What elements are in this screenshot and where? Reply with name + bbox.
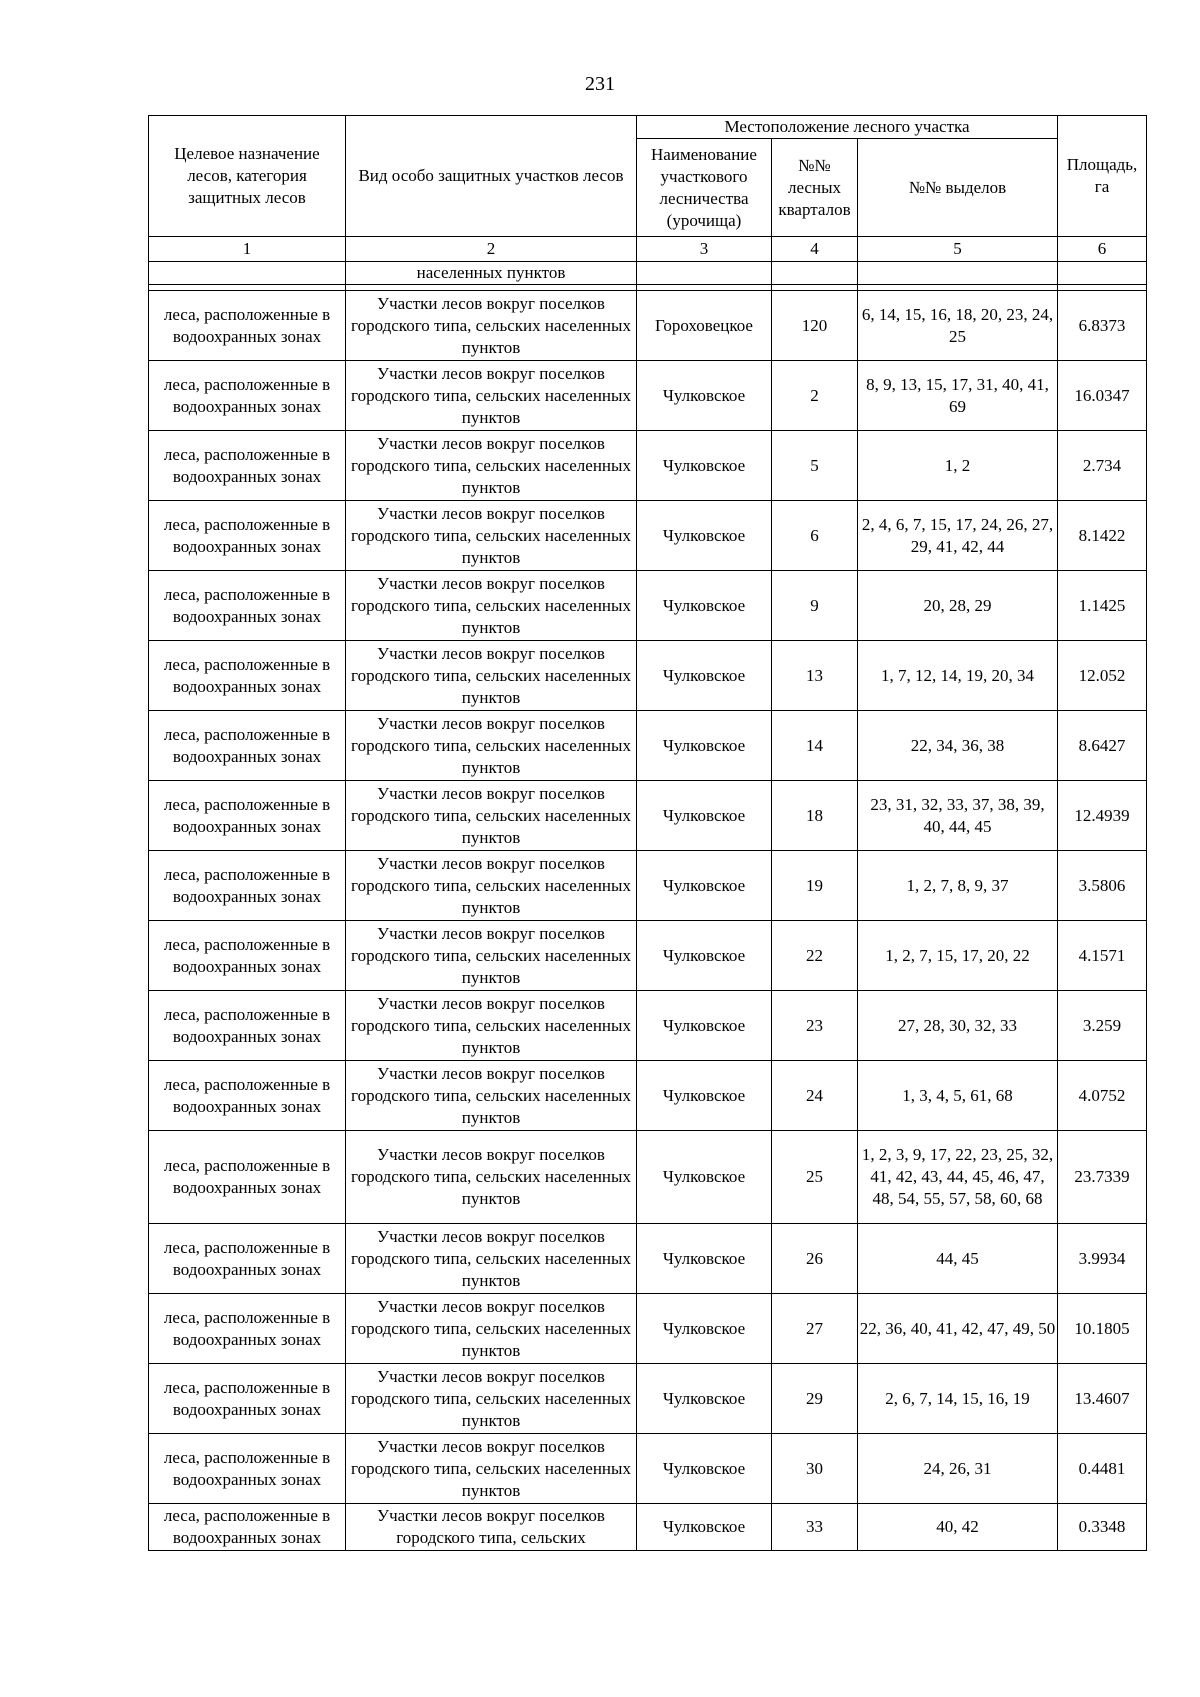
table-row [149, 431, 1147, 501]
cell-type-text: Участки лесов вокруг поселков городского типа, сельских населенных пунктов [351, 783, 631, 847]
cell-sections: 22, 34, 36, 38 [858, 711, 1058, 781]
cell-type [346, 1224, 637, 1294]
cell-type-text: Участки лесов вокруг поселков городского типа, сельских населенных пунктов [351, 1366, 631, 1430]
cell-category: леса, расположенные в водоохранных зонах [149, 641, 346, 711]
cell-area: 0.4481 [1058, 1434, 1147, 1504]
table-row [149, 1131, 1147, 1224]
cell-forestry: Гороховецкое [637, 291, 772, 361]
cell-quarter: 30 [772, 1434, 858, 1504]
cell-quarter: 24 [772, 1061, 858, 1131]
cell-sections: 1, 2, 7, 15, 17, 20, 22 [858, 921, 1058, 991]
cell-forestry [637, 262, 772, 285]
cell-type [346, 1434, 637, 1504]
cell-category: леса, расположенные в водоохранных зонах [149, 991, 346, 1061]
cell-type-text: Участки лесов вокруг поселков городского типа, сельских населенных пунктов [351, 293, 631, 357]
cell-area: 4.1571 [1058, 921, 1147, 991]
cell-sections: 44, 45 [858, 1224, 1058, 1294]
table-row [149, 1224, 1147, 1294]
cell-forestry: Чулковское [637, 1061, 772, 1131]
cell-category: леса, расположенные в водоохранных зонах [149, 1061, 346, 1131]
cell-type-text: Участки лесов вокруг поселков городского типа, сельских населенных пунктов [351, 853, 631, 917]
cell-category: леса, расположенные в водоохранных зонах [149, 501, 346, 571]
cell-quarter: 5 [772, 431, 858, 501]
table-row [149, 1061, 1147, 1131]
cell-sections: 1, 2, 3, 9, 17, 22, 23, 25, 32, 41, 42, 43, 44, 45, 46, 47, 48, 54, 55, 57, 58, 60, 68 [858, 1131, 1058, 1224]
cell-category [149, 262, 346, 285]
cell-forestry: Чулковское [637, 921, 772, 991]
cell-area: 23.7339 [1058, 1131, 1147, 1224]
cell-quarter: 29 [772, 1364, 858, 1434]
cell-type [346, 1294, 637, 1364]
cell-type [346, 851, 637, 921]
cell-type-text: Участки лесов вокруг поселков городского типа, сельских населенных пунктов [351, 923, 631, 987]
cell-sections: 27, 28, 30, 32, 33 [858, 991, 1058, 1061]
cell-sections: 1, 2 [858, 431, 1058, 501]
cell-area: 3.9934 [1058, 1224, 1147, 1294]
cell-type-text: Участки лесов вокруг поселков городского типа, сельских населенных пунктов [351, 993, 631, 1057]
header-category: Целевое назначение лесов, категория защитных лесов [149, 116, 346, 237]
column-number: 5 [858, 237, 1058, 262]
cell-category: леса, расположенные в водоохранных зонах [149, 1364, 346, 1434]
header-row [149, 116, 1147, 139]
cell-forestry: Чулковское [637, 1434, 772, 1504]
cell-category: леса, расположенные в водоохранных зонах [149, 431, 346, 501]
cell-type [346, 1061, 637, 1131]
cell-category: леса, расположенные в водоохранных зонах [149, 1434, 346, 1504]
cell-area: 8.6427 [1058, 711, 1147, 781]
cell-sections: 8, 9, 13, 15, 17, 31, 40, 41, 69 [858, 361, 1058, 431]
cell-type-text: Участки лесов вокруг поселков городского типа, сельских населенных пунктов [351, 1145, 631, 1208]
cell-category: леса, расположенные в водоохранных зонах [149, 1131, 346, 1224]
cell-continuation: населенных пунктов [346, 262, 637, 285]
cell-area: 4.0752 [1058, 1061, 1147, 1131]
cell-area [1058, 262, 1147, 285]
table-row [149, 1294, 1147, 1364]
cell-sections: 2, 4, 6, 7, 15, 17, 24, 26, 27, 29, 41, 42, 44 [858, 501, 1058, 571]
cell-forestry: Чулковское [637, 781, 772, 851]
header-location-group: Местоположение лесного участка [637, 116, 1058, 139]
table-row [149, 781, 1147, 851]
cell-sections: 22, 36, 40, 41, 42, 47, 49, 50 [858, 1294, 1058, 1364]
cell-area: 12.052 [1058, 641, 1147, 711]
cell-quarter: 25 [772, 1131, 858, 1224]
cell-type [346, 641, 637, 711]
cell-area: 3.5806 [1058, 851, 1147, 921]
cell-sections: 1, 7, 12, 14, 19, 20, 34 [858, 641, 1058, 711]
cell-sections: 6, 14, 15, 16, 18, 20, 23, 24, 25 [858, 291, 1058, 361]
cell-quarter: 18 [772, 781, 858, 851]
column-number: 2 [346, 237, 637, 262]
cell-sections: 24, 26, 31 [858, 1434, 1058, 1504]
cell-type [346, 361, 637, 431]
cell-type [346, 501, 637, 571]
cell-type-text: Участки лесов вокруг поселков городского типа, сельских населенных пунктов [351, 573, 631, 637]
cell-quarter: 2 [772, 361, 858, 431]
cell-area: 16.0347 [1058, 361, 1147, 431]
cell-sections: 1, 2, 7, 8, 9, 37 [858, 851, 1058, 921]
cell-forestry: Чулковское [637, 711, 772, 781]
cell-forestry: Чулковское [637, 991, 772, 1061]
cell-type [346, 431, 637, 501]
continuation-row [149, 262, 1147, 285]
cell-type-text: Участки лесов вокруг поселков городского типа, сельских населенных пунктов [351, 1226, 631, 1290]
header-quarters: №№ лесных кварталов [772, 139, 858, 237]
cell-quarter: 23 [772, 991, 858, 1061]
table-row [149, 571, 1147, 641]
header-sections: №№ выделов [858, 139, 1058, 237]
cell-type-text: Участки лесов вокруг поселков городского типа, сельских населенных пунктов [351, 503, 631, 567]
cell-forestry: Чулковское [637, 501, 772, 571]
cell-type [346, 1364, 637, 1434]
table-row [149, 851, 1147, 921]
cell-area: 2.734 [1058, 431, 1147, 501]
cell-forestry: Чулковское [637, 851, 772, 921]
column-number: 6 [1058, 237, 1147, 262]
table-row [149, 1434, 1147, 1504]
cell-type-text: Участки лесов вокруг поселков городского типа, сельских населенных пунктов [351, 713, 631, 777]
cell-quarter: 120 [772, 291, 858, 361]
cell-quarter: 6 [772, 501, 858, 571]
cell-forestry: Чулковское [637, 361, 772, 431]
cell-type [346, 1131, 637, 1224]
cell-category: леса, расположенные в водоохранных зонах [149, 571, 346, 641]
cell-area: 13.4607 [1058, 1364, 1147, 1434]
cell-quarter: 9 [772, 571, 858, 641]
cell-sections: 1, 3, 4, 5, 61, 68 [858, 1061, 1058, 1131]
cell-area: 6.8373 [1058, 291, 1147, 361]
cell-type-text: Участки лесов вокруг поселков городского типа, сельских [377, 1506, 605, 1547]
cell-category: леса, расположенные в водоохранных зонах [149, 711, 346, 781]
cell-quarter: 22 [772, 921, 858, 991]
header-area: Площадь, га [1058, 116, 1147, 237]
table-row [149, 711, 1147, 781]
cell-type-text: Участки лесов вокруг поселков городского типа, сельских населенных пунктов [351, 643, 631, 707]
cell-area: 8.1422 [1058, 501, 1147, 571]
cell-type [346, 781, 637, 851]
cell-type [346, 571, 637, 641]
cell-forestry: Чулковское [637, 1131, 772, 1224]
column-number: 4 [772, 237, 858, 262]
cell-type [346, 291, 637, 361]
cell-type-text: Участки лесов вокруг поселков городского типа, сельских населенных пунктов [351, 363, 631, 427]
cell-type [346, 921, 637, 991]
table-body [149, 262, 1147, 1551]
cell-type [346, 711, 637, 781]
column-number: 1 [149, 237, 346, 262]
forest-table [148, 115, 1147, 1551]
header-forestry: Наименование участкового лесничества (урочища) [637, 139, 772, 237]
cell-category: леса, расположенные в водоохранных зонах [149, 1294, 346, 1364]
cell-category: леса, расположенные в водоохранных зонах [149, 921, 346, 991]
cell-category: леса, расположенные в водоохранных зонах [149, 1504, 346, 1551]
header-type: Вид особо защитных участков лесов [346, 116, 637, 237]
table-row [149, 501, 1147, 571]
cell-type-text: Участки лесов вокруг поселков городского типа, сельских населенных пунктов [351, 1063, 631, 1127]
cell-quarter: 26 [772, 1224, 858, 1294]
cell-sections: 40, 42 [858, 1504, 1058, 1551]
cell-forestry: Чулковское [637, 1364, 772, 1434]
cell-forestry: Чулковское [637, 431, 772, 501]
cell-type [346, 991, 637, 1061]
cell-forestry: Чулковское [637, 1224, 772, 1294]
cell-type-text: Участки лесов вокруг поселков городского типа, сельских населенных пунктов [351, 433, 631, 497]
cell-quarter: 19 [772, 851, 858, 921]
cell-category: леса, расположенные в водоохранных зонах [149, 781, 346, 851]
cell-sections [858, 262, 1058, 285]
cell-forestry: Чулковское [637, 571, 772, 641]
cell-quarter: 14 [772, 711, 858, 781]
cell-category: леса, расположенные в водоохранных зонах [149, 1224, 346, 1294]
column-number: 3 [637, 237, 772, 262]
table-row [149, 1504, 1147, 1551]
cell-category: леса, расположенные в водоохранных зонах [149, 851, 346, 921]
page-number: 231 [585, 73, 615, 95]
cell-sections: 20, 28, 29 [858, 571, 1058, 641]
cell-area: 10.1805 [1058, 1294, 1147, 1364]
table-row [149, 921, 1147, 991]
cell-area: 3.259 [1058, 991, 1147, 1061]
cell-quarter: 27 [772, 1294, 858, 1364]
table-row [149, 991, 1147, 1061]
cell-type-text: Участки лесов вокруг поселков городского типа, сельских населенных пунктов [351, 1296, 631, 1360]
cell-area: 12.4939 [1058, 781, 1147, 851]
table-row [149, 291, 1147, 361]
cell-forestry: Чулковское [637, 1294, 772, 1364]
column-number-row [149, 237, 1147, 262]
cell-forestry: Чулковское [637, 641, 772, 711]
cell-category: леса, расположенные в водоохранных зонах [149, 291, 346, 361]
table-row [149, 1364, 1147, 1434]
cell-sections: 23, 31, 32, 33, 37, 38, 39, 40, 44, 45 [858, 781, 1058, 851]
cell-type-text: Участки лесов вокруг поселков городского типа, сельских населенных пунктов [351, 1436, 631, 1500]
table-row [149, 641, 1147, 711]
cell-sections: 2, 6, 7, 14, 15, 16, 19 [858, 1364, 1058, 1434]
cell-area: 1.1425 [1058, 571, 1147, 641]
cell-area: 0.3348 [1058, 1504, 1147, 1551]
cell-forestry: Чулковское [637, 1504, 772, 1551]
cell-quarter: 13 [772, 641, 858, 711]
table-row [149, 361, 1147, 431]
cell-type [346, 1504, 637, 1551]
cell-category: леса, расположенные в водоохранных зонах [149, 361, 346, 431]
cell-quarter: 33 [772, 1504, 858, 1551]
cell-quarter [772, 262, 858, 285]
